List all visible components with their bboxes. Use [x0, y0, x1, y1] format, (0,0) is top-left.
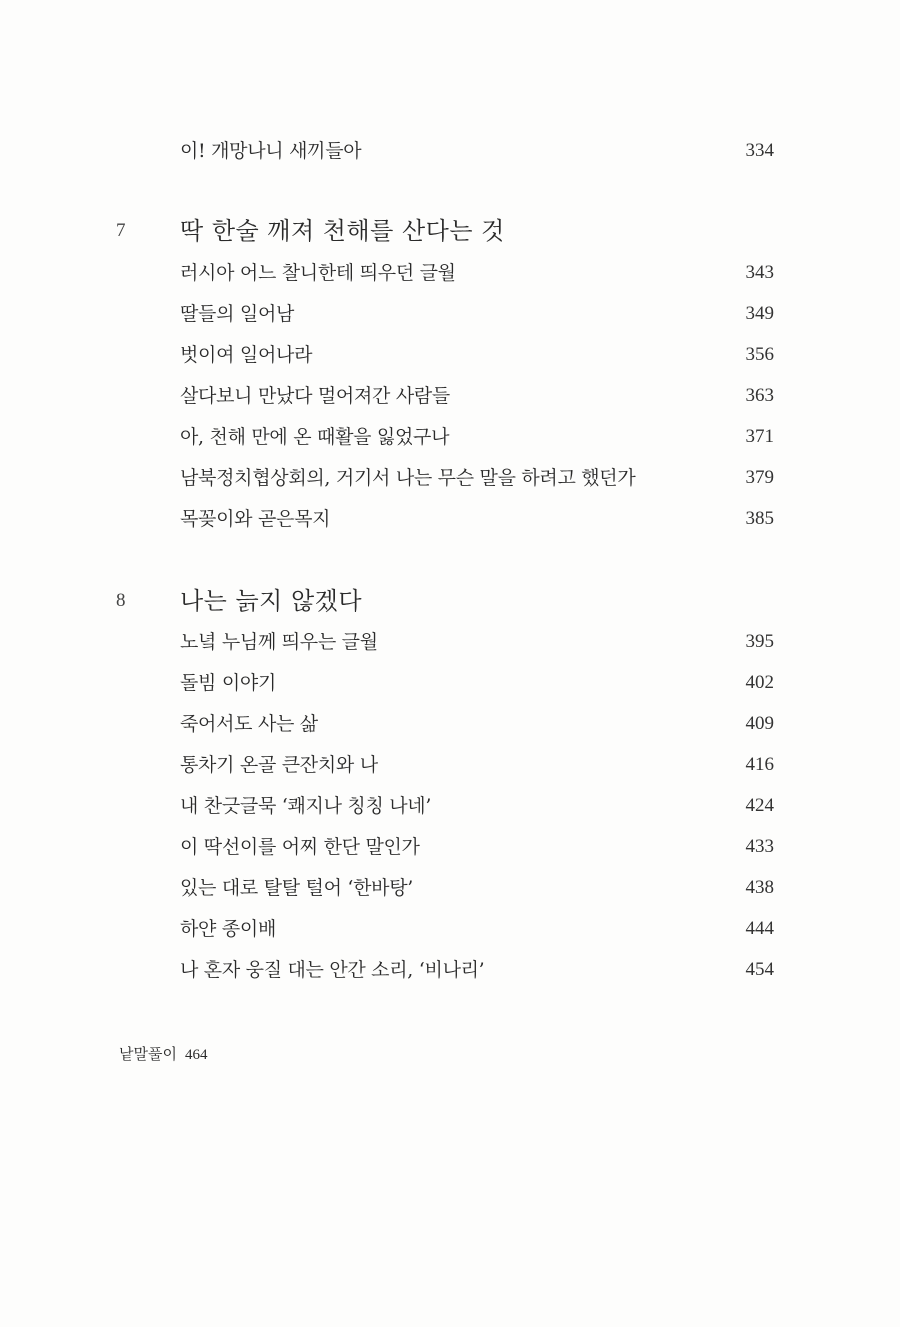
entry-title: 통차기 온골 큰잔치와 나 — [180, 754, 378, 776]
entry-page-number: 444 — [745, 918, 774, 939]
entry-title: 노녘 누님께 띄우는 글월 — [180, 631, 378, 653]
glossary-page-number: 464 — [184, 1047, 208, 1063]
entry-title: 러시아 어느 찰니한테 띄우던 글월 — [180, 262, 456, 284]
part-heading-7 — [0, 211, 900, 251]
toc-entry[interactable] — [0, 627, 900, 657]
entry-page-number: 395 — [745, 631, 774, 652]
entry-title: 죽어서도 사는 삶 — [180, 713, 318, 735]
entry-title: 남북정치협상회의, 거기서 나는 무슨 말을 하려고 했던가 — [180, 467, 636, 489]
entry-page-number: 402 — [745, 672, 774, 693]
entry-title: 아, 천해 만에 온 때활을 잃었구나 — [180, 426, 450, 448]
toc-entry[interactable] — [0, 136, 900, 166]
entry-page-number: 424 — [745, 795, 774, 816]
entry-page-number: 363 — [745, 385, 774, 406]
entry-title: 나 혼자 웅질 대는 안간 소리, ‘비나리’ — [180, 959, 485, 981]
toc-entry[interactable] — [0, 463, 900, 493]
part-heading-8 — [0, 581, 900, 621]
part-number: 7 — [116, 220, 126, 241]
toc-entry[interactable] — [0, 709, 900, 739]
entry-title: 살다보니 만났다 멀어져간 사람들 — [180, 385, 450, 407]
entry-page-number: 379 — [745, 467, 774, 488]
entry-page-number: 356 — [745, 344, 774, 365]
part-number: 8 — [116, 590, 126, 611]
entry-page-number: 334 — [745, 140, 774, 161]
entry-title: 딸들의 일어남 — [180, 303, 295, 325]
entry-page-number: 438 — [745, 877, 774, 898]
entry-title: 이! 개망나니 새끼들아 — [180, 140, 362, 162]
toc-entry[interactable] — [0, 381, 900, 411]
entry-title: 내 찬긋글묵 ‘쾌지나 칭칭 나네’ — [180, 795, 432, 817]
toc-entry[interactable] — [0, 750, 900, 780]
glossary-entry[interactable] — [119, 1043, 207, 1066]
toc-entry[interactable] — [0, 299, 900, 329]
toc-entry[interactable] — [0, 955, 900, 985]
entry-title: 목꽂이와 곧은목지 — [180, 508, 331, 530]
entry-page-number: 343 — [745, 262, 774, 283]
entry-title: 이 딱선이를 어찌 한단 말인가 — [180, 836, 420, 858]
entry-title: 돌빔 이야기 — [180, 672, 277, 694]
toc-entry[interactable] — [0, 668, 900, 698]
entry-title: 있는 대로 탈탈 털어 ‘한바탕’ — [180, 877, 414, 899]
toc-entry[interactable] — [0, 832, 900, 862]
entry-page-number: 371 — [745, 426, 774, 447]
glossary-label: 낱말풀이 — [119, 1045, 177, 1063]
entry-page-number: 349 — [745, 303, 774, 324]
toc-entry[interactable] — [0, 914, 900, 944]
part-title: 딱 한술 깨져 천해를 산다는 것 — [180, 217, 505, 245]
entry-page-number: 416 — [745, 754, 774, 775]
entry-page-number: 454 — [745, 959, 774, 980]
entry-title: 하얀 종이배 — [180, 918, 277, 940]
toc-entry[interactable] — [0, 504, 900, 534]
part-title: 나는 늙지 않겠다 — [180, 587, 363, 615]
entry-page-number: 433 — [745, 836, 774, 857]
entry-page-number: 409 — [745, 713, 774, 734]
toc-entry[interactable] — [0, 340, 900, 370]
toc-entry[interactable] — [0, 422, 900, 452]
toc-entry[interactable] — [0, 791, 900, 821]
entry-page-number: 385 — [745, 508, 774, 529]
toc-entry[interactable] — [0, 258, 900, 288]
entry-title: 벗이여 일어나라 — [180, 344, 313, 366]
toc-entry[interactable] — [0, 873, 900, 903]
